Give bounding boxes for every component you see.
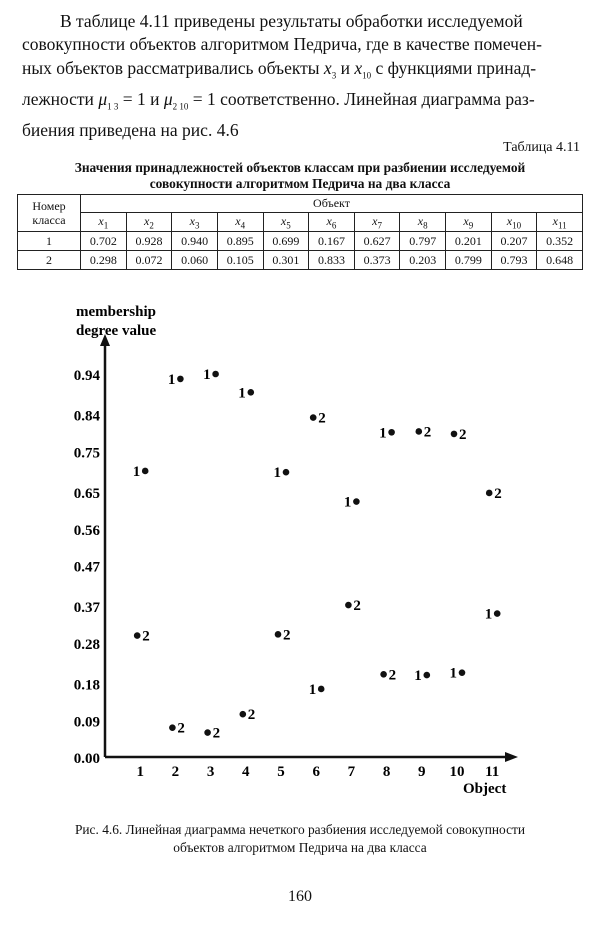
object-column-headers xyxy=(18,213,583,232)
data-point-label: 2 xyxy=(142,628,150,645)
data-point xyxy=(345,602,352,609)
scatter-chart xyxy=(0,290,600,810)
data-point xyxy=(310,414,317,421)
table-caption: Таблица 4.11 xyxy=(503,140,580,155)
y-axis-title-line-2: degree value xyxy=(76,323,157,339)
y-tick-label: 0.09 xyxy=(73,714,100,731)
x-axis-arrow xyxy=(505,752,518,762)
data-point xyxy=(177,376,184,383)
data-point xyxy=(248,389,255,396)
membership-value-cell: 0.072 xyxy=(126,251,172,270)
data-point-label: 2 xyxy=(353,598,361,615)
data-point xyxy=(240,711,247,718)
data-point-label: 2 xyxy=(212,725,221,742)
data-point xyxy=(142,468,149,475)
y-tick-label: 0.47 xyxy=(73,559,100,576)
membership-value-cell: 0.928 xyxy=(126,232,172,251)
figure-caption-line-1: Рис. 4.6. Линейная диаграмма нечеткого разбиения исследуемой совокупности xyxy=(74,822,526,837)
object-column-header: $x_4$ xyxy=(217,213,263,232)
data-point-label: 1 xyxy=(379,425,387,442)
x-tick-label: 10 xyxy=(449,764,465,780)
data-point-label: 2 xyxy=(177,720,185,737)
class-number-cell: 2 xyxy=(18,251,81,270)
object-column-header: $x_3$ xyxy=(172,213,218,232)
membership-value-cell: 0.167 xyxy=(309,232,355,251)
membership-value-cell: 0.627 xyxy=(354,232,400,251)
data-point-label: 2 xyxy=(247,707,256,724)
table-row xyxy=(18,232,583,251)
y-axis-title-line-1: membership xyxy=(76,304,156,320)
membership-value-cell: 0.793 xyxy=(491,251,537,270)
class-number-cell: 1 xyxy=(18,232,81,251)
membership-value-cell: 0.895 xyxy=(217,232,263,251)
data-point-label: 1 xyxy=(203,367,211,383)
membership-table xyxy=(17,194,583,270)
page-number: 160 xyxy=(288,888,312,905)
x-tick-label: 7 xyxy=(347,764,356,780)
object-header: Объект xyxy=(81,195,583,213)
y-tick-label: 0.65 xyxy=(73,486,100,503)
data-point xyxy=(283,469,290,476)
table-title-line-2: совокупности алгоритмом Педрича на два класса xyxy=(149,176,451,191)
data-point xyxy=(134,632,141,639)
y-tick-label: 0.28 xyxy=(73,636,100,653)
data-point-label: 2 xyxy=(459,426,467,443)
object-column-header: $x_8$ xyxy=(400,213,446,232)
data-point xyxy=(416,428,423,435)
object-column-header: $x_5$ xyxy=(263,213,309,232)
data-point-label: 1 xyxy=(308,681,317,698)
paragraph-line-3: ных объектов рассматривались объекты $x_3$ и $x_{10}$ с функциями принад- xyxy=(22,57,537,81)
x-tick-label: 5 xyxy=(277,764,285,780)
data-point-label: 2 xyxy=(388,667,397,684)
data-point xyxy=(424,672,431,679)
data-point-label: 1 xyxy=(238,385,246,402)
membership-value-cell: 0.648 xyxy=(537,251,583,270)
data-point-label: 1 xyxy=(132,463,141,480)
object-column-header: $x_1$ xyxy=(81,213,127,232)
x-tick-label: 1 xyxy=(136,764,144,780)
x-tick-label: 4 xyxy=(242,764,250,780)
object-column-header: $x_{10}$ xyxy=(491,213,537,232)
membership-value-cell: 0.201 xyxy=(446,232,492,251)
x-axis-title: Object xyxy=(463,781,507,797)
paragraph-line-1: В таблице 4.11 приведены результаты обработки исследуемой xyxy=(60,11,523,31)
x-tick-label: 9 xyxy=(418,764,426,780)
object-column-header: $x_6$ xyxy=(309,213,355,232)
membership-value-cell: 0.699 xyxy=(263,232,309,251)
data-point-label: 2 xyxy=(494,485,502,502)
paragraph-line-2: совокупности объектов алгоритмом Педрича, где в качестве помечен- xyxy=(22,34,542,55)
data-point xyxy=(486,490,493,497)
table-row xyxy=(18,251,583,270)
data-point xyxy=(388,429,395,436)
membership-value-cell: 0.298 xyxy=(81,251,127,270)
data-point xyxy=(204,729,211,736)
membership-value-cell: 0.203 xyxy=(400,251,446,270)
membership-value-cell: 0.105 xyxy=(217,251,263,270)
data-point-label: 1 xyxy=(273,465,281,482)
membership-value-cell: 0.301 xyxy=(263,251,309,270)
y-tick-label: 0.37 xyxy=(73,600,100,617)
data-point-label: 1 xyxy=(484,606,493,623)
data-point xyxy=(451,431,458,438)
membership-value-cell: 0.373 xyxy=(354,251,400,270)
paragraph-line-5: биения приведена на рис. 4.6 xyxy=(22,119,239,140)
body-paragraph xyxy=(22,10,588,142)
y-tick-label: 0.18 xyxy=(73,677,100,694)
x-tick-label: 8 xyxy=(382,764,391,780)
membership-value-cell: 0.799 xyxy=(446,251,492,270)
data-point-label: 2 xyxy=(423,424,432,441)
data-point xyxy=(380,671,387,678)
data-point xyxy=(353,498,360,505)
x-tick-label: 11 xyxy=(485,764,500,780)
object-column-header: $x_9$ xyxy=(446,213,492,232)
y-tick-label: 0.56 xyxy=(73,522,100,539)
table-title-line-1: Значения принадлежностей объектов классам при разбиении исследуемой xyxy=(74,160,526,175)
data-point-label: 1 xyxy=(414,668,422,685)
data-point-label: 2 xyxy=(318,410,326,427)
membership-value-cell: 0.833 xyxy=(309,251,355,270)
figure-caption-line-2: объектов алгоритмом Педрича на два класса xyxy=(173,840,427,855)
x-tick-label: 3 xyxy=(206,764,215,780)
data-point-label: 2 xyxy=(283,627,291,644)
membership-value-cell: 0.702 xyxy=(81,232,127,251)
y-tick-label: 0.75 xyxy=(73,445,100,462)
data-point xyxy=(494,610,501,617)
data-point xyxy=(169,724,176,731)
x-tick-label: 6 xyxy=(312,764,320,780)
membership-value-cell: 0.060 xyxy=(172,251,218,270)
membership-value-cell: 0.797 xyxy=(400,232,446,251)
class-header: Номер класса xyxy=(18,195,81,232)
object-column-header: $x_{11}$ xyxy=(537,213,583,232)
y-tick-label: 0.84 xyxy=(73,408,100,425)
data-point xyxy=(318,686,325,693)
data-point xyxy=(275,631,282,638)
data-point-label: 1 xyxy=(449,665,457,682)
object-column-header: $x_2$ xyxy=(126,213,172,232)
data-point-label: 1 xyxy=(343,494,352,511)
data-point-label: 1 xyxy=(167,371,176,388)
data-point xyxy=(212,371,219,378)
membership-value-cell: 0.207 xyxy=(491,232,537,251)
paragraph-line-4: лежности $\mu_{1 3} = 1$ и $\mu_{2 10} = 1$ соответственно. Линейная диаграмма раз- xyxy=(22,88,535,112)
data-point xyxy=(459,669,466,676)
y-tick-label: 0.00 xyxy=(73,751,100,767)
membership-value-cell: 0.352 xyxy=(537,232,583,251)
figure xyxy=(0,290,600,815)
y-tick-label: 0.94 xyxy=(73,368,100,384)
x-tick-label: 2 xyxy=(171,764,180,780)
membership-value-cell: 0.940 xyxy=(172,232,218,251)
object-column-header: $x_7$ xyxy=(354,213,400,232)
